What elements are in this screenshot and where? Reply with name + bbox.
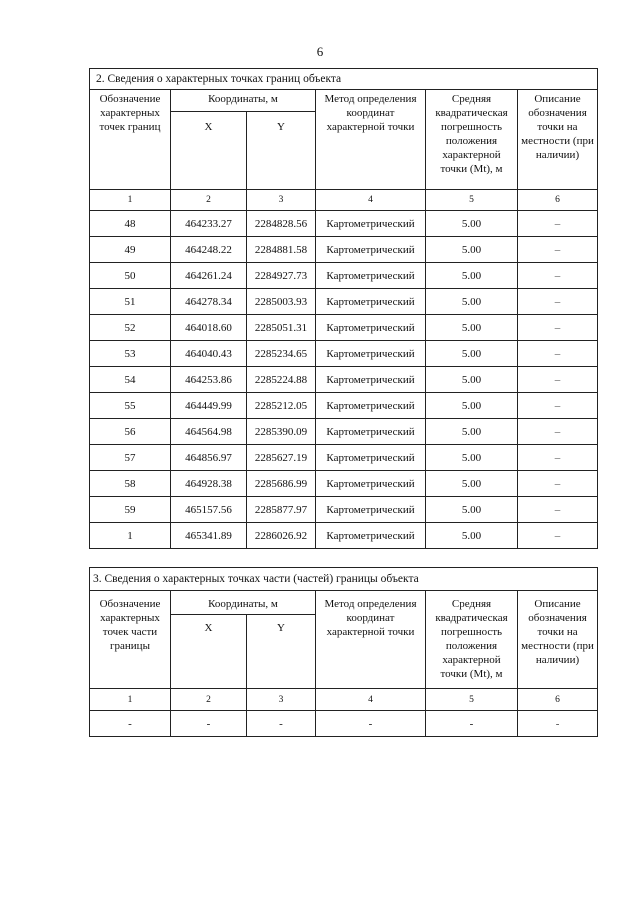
x-coordinate-cell: 464233.27 xyxy=(171,211,247,237)
column-number: 1 xyxy=(90,689,171,711)
method-cell: - xyxy=(316,711,426,737)
method-cell: Картометрический xyxy=(316,211,426,237)
description-cell: – xyxy=(518,471,598,497)
column-number: 5 xyxy=(426,689,518,711)
accuracy-cell: 5.00 xyxy=(426,523,518,549)
point-number-cell: 51 xyxy=(90,289,171,315)
y-coordinate-cell: 2285212.05 xyxy=(247,393,316,419)
x-coordinate-cell: 464856.97 xyxy=(171,445,247,471)
point-number-cell: 1 xyxy=(90,523,171,549)
accuracy-cell: 5.00 xyxy=(426,315,518,341)
section2-title: 2. Сведения о характерных точках границ объекта xyxy=(90,69,598,90)
x-coordinate-cell: 464248.22 xyxy=(171,237,247,263)
header-y: Y xyxy=(247,615,316,689)
table-row xyxy=(90,419,598,445)
page-number: 6 xyxy=(316,44,324,59)
header-description: Описание обозначения точки на местности (при наличии) xyxy=(518,90,598,190)
description-cell: - xyxy=(518,711,598,737)
y-coordinate-cell: 2285877.97 xyxy=(247,497,316,523)
point-number-cell: 58 xyxy=(90,471,171,497)
section3-header-row xyxy=(90,591,598,615)
x-coordinate-cell: 464253.86 xyxy=(171,367,247,393)
description-cell: – xyxy=(518,341,598,367)
y-coordinate-cell: 2285390.09 xyxy=(247,419,316,445)
accuracy-cell: - xyxy=(426,711,518,737)
section3-table xyxy=(89,567,598,737)
point-number-cell: 52 xyxy=(90,315,171,341)
section2-header-row xyxy=(90,90,598,112)
column-number: 2 xyxy=(171,689,247,711)
method-cell: Картометрический xyxy=(316,471,426,497)
header-method: Метод определения координат характерной точки xyxy=(316,591,426,689)
column-number: 3 xyxy=(247,689,316,711)
table-row xyxy=(90,211,598,237)
accuracy-cell: 5.00 xyxy=(426,471,518,497)
method-cell: Картометрический xyxy=(316,393,426,419)
method-cell: Картометрический xyxy=(316,419,426,445)
y-coordinate-cell: - xyxy=(247,711,316,737)
column-number: 6 xyxy=(518,190,598,211)
x-coordinate-cell: 464928.38 xyxy=(171,471,247,497)
x-coordinate-cell: 464261.24 xyxy=(171,263,247,289)
description-cell: – xyxy=(518,445,598,471)
y-coordinate-cell: 2284881.58 xyxy=(247,237,316,263)
column-number: 4 xyxy=(316,689,426,711)
description-cell: – xyxy=(518,315,598,341)
x-coordinate-cell: 464564.98 xyxy=(171,419,247,445)
section3-body xyxy=(90,711,598,737)
y-coordinate-cell: 2285627.19 xyxy=(247,445,316,471)
y-coordinate-cell: 2285234.65 xyxy=(247,341,316,367)
x-coordinate-cell: - xyxy=(171,711,247,737)
point-number-cell: 59 xyxy=(90,497,171,523)
point-number-cell: 49 xyxy=(90,237,171,263)
section2-body xyxy=(90,211,598,549)
header-x: X xyxy=(171,615,247,689)
header-accuracy: Средняя квадратическая погрешность положения характерной точки (Mt), м xyxy=(426,591,518,689)
point-number-cell: 50 xyxy=(90,263,171,289)
description-cell: – xyxy=(518,211,598,237)
accuracy-cell: 5.00 xyxy=(426,393,518,419)
table-row xyxy=(90,367,598,393)
point-number-cell: 55 xyxy=(90,393,171,419)
header-coordinates: Координаты, м xyxy=(171,591,316,615)
y-coordinate-cell: 2285224.88 xyxy=(247,367,316,393)
method-cell: Картометрический xyxy=(316,497,426,523)
accuracy-cell: 5.00 xyxy=(426,237,518,263)
point-number-cell: 54 xyxy=(90,367,171,393)
accuracy-cell: 5.00 xyxy=(426,289,518,315)
accuracy-cell: 5.00 xyxy=(426,263,518,289)
table-row xyxy=(90,237,598,263)
table-row xyxy=(90,523,598,549)
header-designation: Обозначение характерных точек части границы xyxy=(90,591,171,689)
method-cell: Картометрический xyxy=(316,263,426,289)
method-cell: Картометрический xyxy=(316,289,426,315)
header-y: Y xyxy=(247,112,316,190)
description-cell: – xyxy=(518,419,598,445)
column-number: 1 xyxy=(90,190,171,211)
x-coordinate-cell: 465157.56 xyxy=(171,497,247,523)
table-row xyxy=(90,497,598,523)
y-coordinate-cell: 2285686.99 xyxy=(247,471,316,497)
point-number-cell: 48 xyxy=(90,211,171,237)
x-coordinate-cell: 464018.60 xyxy=(171,315,247,341)
y-coordinate-cell: 2286026.92 xyxy=(247,523,316,549)
section3-column-numbers xyxy=(90,689,598,711)
description-cell: – xyxy=(518,263,598,289)
header-description: Описание обозначения точки на местности (при наличии) xyxy=(518,591,598,689)
column-number: 2 xyxy=(171,190,247,211)
method-cell: Картометрический xyxy=(316,341,426,367)
y-coordinate-cell: 2284927.73 xyxy=(247,263,316,289)
method-cell: Картометрический xyxy=(316,523,426,549)
accuracy-cell: 5.00 xyxy=(426,367,518,393)
column-number: 5 xyxy=(426,190,518,211)
table-row xyxy=(90,263,598,289)
header-coordinates: Координаты, м xyxy=(171,90,316,112)
description-cell: – xyxy=(518,393,598,419)
accuracy-cell: 5.00 xyxy=(426,341,518,367)
section2-column-numbers xyxy=(90,190,598,211)
description-cell: – xyxy=(518,497,598,523)
accuracy-cell: 5.00 xyxy=(426,419,518,445)
point-number-cell: 53 xyxy=(90,341,171,367)
x-coordinate-cell: 465341.89 xyxy=(171,523,247,549)
section3-title-row xyxy=(90,568,598,591)
column-number: 3 xyxy=(247,190,316,211)
table-row xyxy=(90,445,598,471)
point-number-cell: - xyxy=(90,711,171,737)
section3-title: 3. Сведения о характерных точках части (частей) границы объекта xyxy=(90,568,598,591)
x-coordinate-cell: 464278.34 xyxy=(171,289,247,315)
point-number-cell: 57 xyxy=(90,445,171,471)
y-coordinate-cell: 2285003.93 xyxy=(247,289,316,315)
accuracy-cell: 5.00 xyxy=(426,211,518,237)
method-cell: Картометрический xyxy=(316,237,426,263)
header-designation: Обозначение характерных точек границ xyxy=(90,90,171,190)
column-number: 6 xyxy=(518,689,598,711)
method-cell: Картометрический xyxy=(316,315,426,341)
header-accuracy: Средняя квадратическая погрешность положения характерной точки (Mt), м xyxy=(426,90,518,190)
description-cell: – xyxy=(518,289,598,315)
x-coordinate-cell: 464449.99 xyxy=(171,393,247,419)
description-cell: – xyxy=(518,523,598,549)
x-coordinate-cell: 464040.43 xyxy=(171,341,247,367)
header-x: X xyxy=(171,112,247,190)
accuracy-cell: 5.00 xyxy=(426,445,518,471)
description-cell: – xyxy=(518,237,598,263)
table-row xyxy=(90,315,598,341)
accuracy-cell: 5.00 xyxy=(426,497,518,523)
column-number: 4 xyxy=(316,190,426,211)
table-row xyxy=(90,289,598,315)
point-number-cell: 56 xyxy=(90,419,171,445)
table-row xyxy=(90,393,598,419)
method-cell: Картометрический xyxy=(316,367,426,393)
y-coordinate-cell: 2284828.56 xyxy=(247,211,316,237)
section2-table xyxy=(89,68,598,549)
table-row xyxy=(90,471,598,497)
section2-title-row xyxy=(90,69,598,90)
description-cell: – xyxy=(518,367,598,393)
table-row xyxy=(90,711,598,737)
table-row xyxy=(90,341,598,367)
method-cell: Картометрический xyxy=(316,445,426,471)
header-method: Метод определения координат характерной точки xyxy=(316,90,426,190)
y-coordinate-cell: 2285051.31 xyxy=(247,315,316,341)
